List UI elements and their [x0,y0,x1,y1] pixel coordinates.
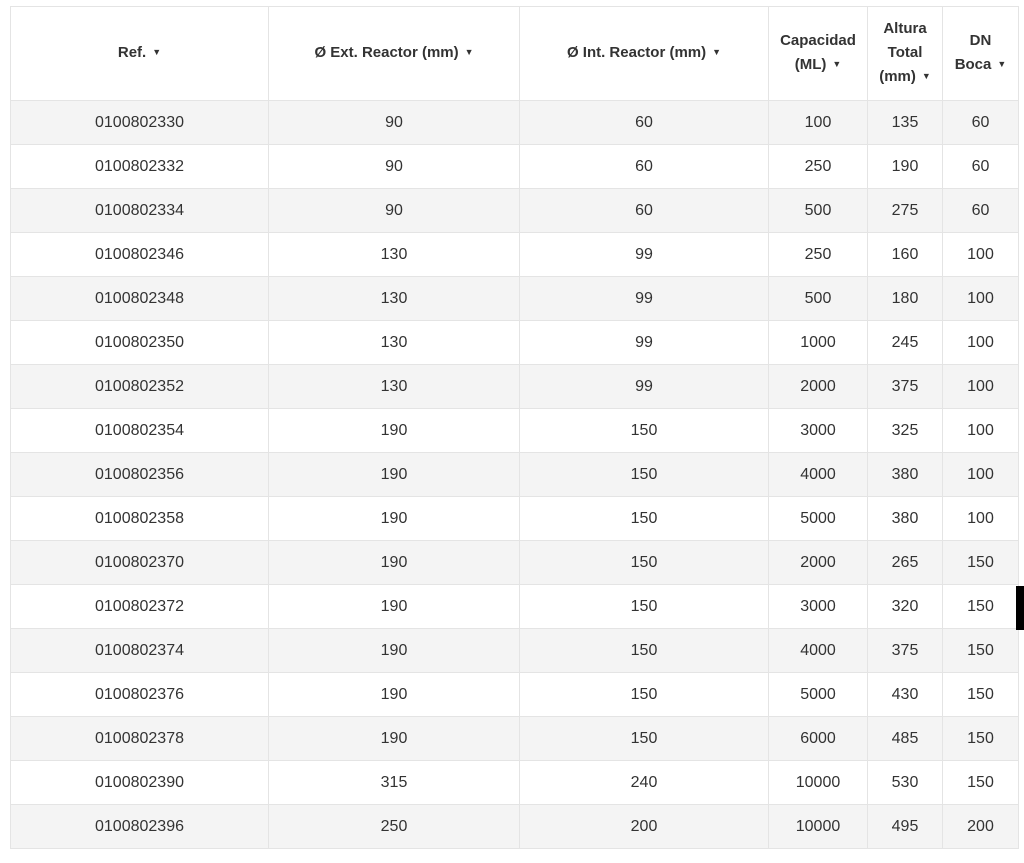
cell-dn-boca: 150 [943,585,1019,629]
table-row [11,541,1019,585]
sort-down-icon[interactable]: ▼ [152,47,162,57]
sort-down-icon[interactable]: ▼ [832,59,842,69]
cell-total-height: 325 [868,409,943,453]
cell-ref: 0100802370 [11,541,269,585]
column-header-total-height-label-line1: Altura [883,20,927,37]
table-row [11,673,1019,717]
table-row [11,365,1019,409]
cell-capacity: 2000 [769,541,868,585]
cell-ext-diameter: 130 [269,321,520,365]
cell-dn-boca: 150 [943,673,1019,717]
table-row [11,497,1019,541]
cell-dn-boca: 60 [943,101,1019,145]
cell-total-height: 160 [868,233,943,277]
cell-int-diameter: 99 [520,365,769,409]
column-header-dn-boca-label-line1: DN [969,32,992,49]
cell-ref: 0100802354 [11,409,269,453]
table-row [11,277,1019,321]
cell-total-height: 190 [868,145,943,189]
cell-int-diameter: 150 [520,629,769,673]
column-header-dn-boca-label-line2: Boca [954,56,992,73]
cell-total-height: 320 [868,585,943,629]
cell-ref: 0100802352 [11,365,269,409]
cell-dn-boca: 100 [943,277,1019,321]
column-header-capacity-label-line1: Capacidad [780,32,856,49]
cell-capacity: 6000 [769,717,868,761]
cell-total-height: 380 [868,453,943,497]
cell-ref: 0100802396 [11,805,269,849]
cell-int-diameter: 150 [520,585,769,629]
cell-ref: 0100802332 [11,145,269,189]
cell-capacity: 4000 [769,453,868,497]
cell-total-height: 495 [868,805,943,849]
column-header-ext-diameter-label: Ø Ext. Reactor (mm) [314,44,459,61]
cell-total-height: 485 [868,717,943,761]
cell-int-diameter: 150 [520,541,769,585]
table-row [11,409,1019,453]
cell-int-diameter: 150 [520,453,769,497]
cell-int-diameter: 99 [520,277,769,321]
cell-int-diameter: 150 [520,409,769,453]
column-header-ref-label: Ref. [117,44,147,61]
cell-int-diameter: 150 [520,717,769,761]
cell-ext-diameter: 130 [269,365,520,409]
cell-int-diameter: 60 [520,189,769,233]
cell-ext-diameter: 190 [269,541,520,585]
cell-total-height: 275 [868,189,943,233]
cell-ref: 0100802350 [11,321,269,365]
table-row [11,189,1019,233]
cell-ext-diameter: 250 [269,805,520,849]
cell-total-height: 375 [868,629,943,673]
cell-ext-diameter: 315 [269,761,520,805]
cell-ext-diameter: 90 [269,101,520,145]
cell-ext-diameter: 190 [269,585,520,629]
cell-capacity: 10000 [769,805,868,849]
cell-total-height: 245 [868,321,943,365]
cell-ext-diameter: 90 [269,189,520,233]
cell-ref: 0100802356 [11,453,269,497]
cell-int-diameter: 99 [520,321,769,365]
column-header-int-diameter-label: Ø Int. Reactor (mm) [566,44,707,61]
cell-dn-boca: 100 [943,453,1019,497]
cell-ext-diameter: 190 [269,453,520,497]
cell-ref: 0100802372 [11,585,269,629]
cell-ref: 0100802358 [11,497,269,541]
table-row [11,321,1019,365]
cell-ref: 0100802330 [11,101,269,145]
cell-dn-boca: 150 [943,761,1019,805]
cell-ref: 0100802376 [11,673,269,717]
cell-dn-boca: 100 [943,365,1019,409]
cell-ref: 0100802348 [11,277,269,321]
column-header-ext-diameter[interactable] [269,7,520,101]
column-header-capacity-label-line2: (ML) [794,56,827,73]
cell-capacity: 100 [769,101,868,145]
cell-int-diameter: 150 [520,673,769,717]
cell-total-height: 380 [868,497,943,541]
cell-dn-boca: 150 [943,717,1019,761]
cell-ext-diameter: 190 [269,497,520,541]
cell-ext-diameter: 130 [269,233,520,277]
cell-dn-boca: 150 [943,541,1019,585]
cell-ref: 0100802334 [11,189,269,233]
cell-capacity: 1000 [769,321,868,365]
column-header-total-height[interactable] [868,7,943,101]
cell-int-diameter: 60 [520,101,769,145]
cell-dn-boca: 100 [943,233,1019,277]
cell-ref: 0100802346 [11,233,269,277]
cell-capacity: 5000 [769,497,868,541]
cell-ref: 0100802374 [11,629,269,673]
cell-ext-diameter: 190 [269,673,520,717]
table-row [11,145,1019,189]
table-row [11,233,1019,277]
cell-dn-boca: 60 [943,145,1019,189]
cell-capacity: 5000 [769,673,868,717]
cell-ext-diameter: 190 [269,409,520,453]
cell-dn-boca: 200 [943,805,1019,849]
cell-total-height: 265 [868,541,943,585]
cell-ext-diameter: 130 [269,277,520,321]
cell-ext-diameter: 190 [269,717,520,761]
sort-down-icon[interactable]: ▼ [464,47,474,57]
table-row [11,717,1019,761]
table-row [11,101,1019,145]
cell-dn-boca: 100 [943,409,1019,453]
cell-capacity: 3000 [769,409,868,453]
table-header [11,7,1019,101]
cell-capacity: 2000 [769,365,868,409]
column-header-total-height-label-line3: (mm) [879,68,916,85]
cell-int-diameter: 99 [520,233,769,277]
cell-ext-diameter: 190 [269,629,520,673]
column-header-int-diameter[interactable] [520,7,769,101]
cell-capacity: 250 [769,145,868,189]
column-header-dn-boca[interactable] [943,7,1019,101]
cell-int-diameter: 200 [520,805,769,849]
cell-dn-boca: 60 [943,189,1019,233]
cell-capacity: 500 [769,189,868,233]
cell-total-height: 430 [868,673,943,717]
cell-total-height: 530 [868,761,943,805]
cell-int-diameter: 60 [520,145,769,189]
cell-dn-boca: 100 [943,497,1019,541]
products-table [10,6,1019,849]
products-table-container [10,6,1018,849]
sort-down-icon[interactable]: ▼ [997,59,1007,69]
scrollbar-thumb[interactable] [1016,586,1024,630]
column-header-capacity[interactable] [769,7,868,101]
table-row [11,761,1019,805]
cell-dn-boca: 100 [943,321,1019,365]
table-row [11,629,1019,673]
column-header-total-height-label-line2: Total [887,44,923,61]
cell-int-diameter: 240 [520,761,769,805]
cell-ext-diameter: 90 [269,145,520,189]
cell-capacity: 250 [769,233,868,277]
column-header-ref[interactable] [11,7,269,101]
cell-capacity: 3000 [769,585,868,629]
cell-ref: 0100802390 [11,761,269,805]
cell-capacity: 500 [769,277,868,321]
cell-capacity: 4000 [769,629,868,673]
cell-total-height: 180 [868,277,943,321]
table-row [11,805,1019,849]
table-row [11,585,1019,629]
sort-down-icon[interactable]: ▼ [921,71,931,81]
cell-total-height: 135 [868,101,943,145]
cell-int-diameter: 150 [520,497,769,541]
cell-total-height: 375 [868,365,943,409]
table-body [11,101,1019,849]
table-row [11,453,1019,497]
cell-capacity: 10000 [769,761,868,805]
sort-down-icon[interactable]: ▼ [712,47,722,57]
cell-ref: 0100802378 [11,717,269,761]
cell-dn-boca: 150 [943,629,1019,673]
